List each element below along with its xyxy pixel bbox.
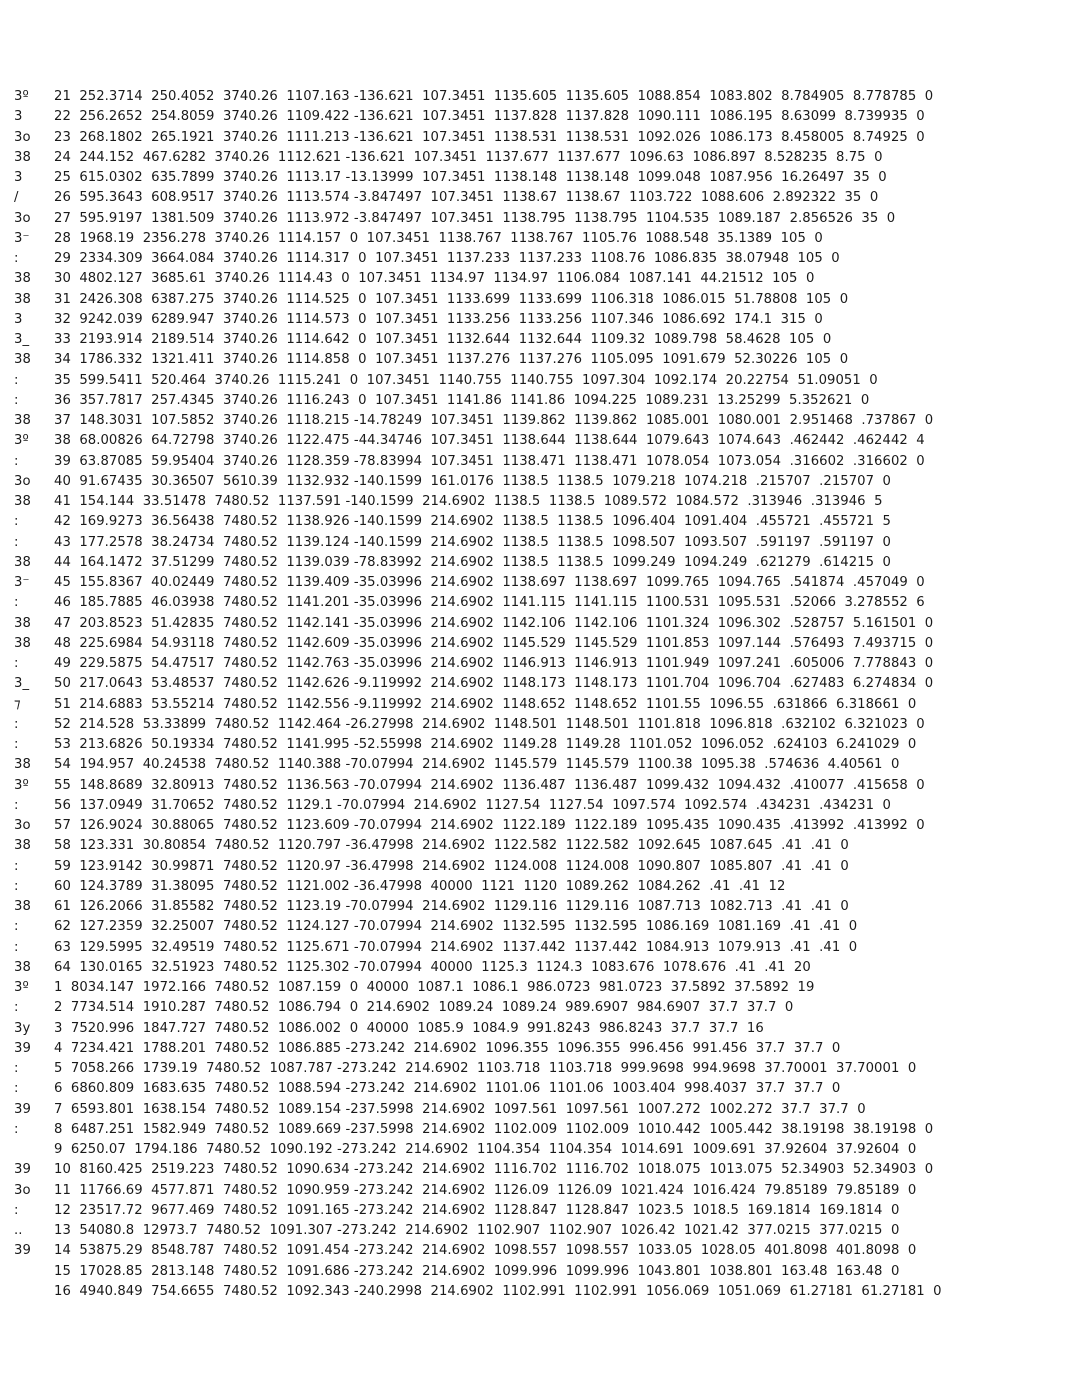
margin-mark: : [14, 939, 19, 955]
table-row [14, 1081, 840, 1097]
row-values: 26 595.3643 608.9517 3740.26 1113.574 -3.847497 107.3451 1138.67 1138.67 1103.722 1088.606 2.892322 35 0 [54, 190, 879, 206]
margin-mark: 38 [14, 615, 31, 631]
row-values: 36 357.7817 257.4345 3740.26 1116.243 0 107.3451 1141.86 1141.86 1094.225 1089.231 13.25299 5.352621 0 [54, 392, 870, 408]
table-row [14, 1122, 933, 1138]
margin-mark: 38 [14, 838, 31, 854]
table-row [14, 1000, 793, 1016]
table-row [14, 494, 883, 510]
margin-mark: : [14, 392, 19, 408]
margin-mark: 3 [14, 109, 23, 125]
row-values: 50 217.0643 53.48537 7480.52 1142.626 -9.119992 214.6902 1148.173 1148.173 1101.704 1096.704 .627483 6.274834 0 [54, 676, 934, 692]
margin-mark: : [14, 1202, 19, 1218]
margin-mark: : [14, 878, 19, 894]
margin-mark: : [14, 534, 19, 550]
margin-mark: 3º [14, 433, 29, 449]
row-values: 34 1786.332 1321.411 3740.26 1114.858 0 107.3451 1137.276 1137.276 1105.095 1091.679 52.30226 105 0 [54, 352, 849, 368]
margin-mark: 38 [14, 554, 31, 570]
row-values: 6 6860.809 1683.635 7480.52 1088.594 -273.242 214.6902 1101.06 1101.06 1003.404 998.4037 37.7 37.7 0 [54, 1081, 841, 1097]
table-row [14, 717, 925, 733]
row-values: 8 6487.251 1582.949 7480.52 1089.669 -237.5998 214.6902 1102.009 1102.009 1010.442 1005.442 38.19198 38.19198 0 [54, 1121, 934, 1137]
row-values: 38 68.00826 64.72798 3740.26 1122.475 -44.34746 107.3451 1138.644 1138.644 1079.643 1074.643 .462442 .462442 4 [54, 433, 925, 449]
table-row [14, 352, 848, 368]
row-values: 23 268.1802 265.1921 3740.26 1111.213 -136.621 107.3451 1138.531 1138.531 1092.026 1086.173 8.458005 8.74925 0 [54, 129, 925, 145]
table-row [14, 1203, 899, 1219]
margin-mark: 39 [14, 1040, 31, 1056]
margin-mark: : [14, 797, 19, 813]
margin-mark: 38 [14, 271, 31, 287]
margin-mark: 3º [14, 777, 29, 793]
table-row [14, 919, 857, 935]
margin-mark: : [14, 251, 19, 266]
margin-mark: : [14, 1081, 19, 1097]
table-row [14, 575, 925, 591]
table-row [14, 838, 849, 854]
row-values: 32 9242.039 6289.947 3740.26 1114.573 0 107.3451 1133.256 1133.256 1107.346 1086.692 174.1 315 0 [54, 311, 823, 327]
row-values: 15 17028.85 2813.148 7480.52 1091.686 -273.242 214.6902 1099.996 1099.996 1043.801 1038.801 163.48 163.48 0 [54, 1263, 900, 1279]
table-row [14, 89, 933, 105]
table-row [14, 332, 831, 348]
table-row [14, 1021, 764, 1037]
table-row [14, 899, 849, 915]
row-values: 11 11766.69 4577.871 7480.52 1090.959 -273.242 214.6902 1126.09 1126.09 1021.424 1016.424 79.85189 79.85189 0 [54, 1182, 917, 1198]
row-values: 31 2426.308 6387.275 3740.26 1114.525 0 107.3451 1133.699 1133.699 1106.318 1086.015 51.78808 105 0 [54, 291, 849, 307]
margin-mark: 3o [14, 1182, 31, 1198]
margin-mark: 3o [14, 473, 31, 489]
table-row [14, 413, 933, 429]
margin-mark: 39 [14, 1243, 31, 1259]
table-row [14, 190, 878, 206]
margin-mark: 39 [14, 1162, 31, 1178]
table-row [14, 940, 857, 956]
table-row [14, 1162, 933, 1178]
table-row [14, 1041, 840, 1057]
row-values: 2 7734.514 1910.287 7480.52 1086.794 0 214.6902 1089.24 1089.24 989.6907 984.6907 37.7 37.7 0 [54, 1000, 794, 1016]
table-row [14, 535, 891, 551]
table-row [14, 1183, 916, 1199]
row-values: 22 256.2652 254.8059 3740.26 1109.422 -136.621 107.3451 1137.828 1137.828 1090.111 1086.195 8.63099 8.739935 0 [54, 109, 925, 125]
table-row [14, 818, 925, 834]
margin-mark: : [14, 1000, 19, 1016]
row-values: 57 126.9024 30.88065 7480.52 1123.609 -70.07994 214.6902 1122.189 1122.189 1095.435 1090.435 .413992 .413992 0 [54, 818, 925, 833]
row-values: 62 127.2359 32.25007 7480.52 1124.127 -70.07994 214.6902 1132.595 1132.595 1086.169 1081.169 .41 .41 0 [54, 919, 858, 935]
row-values: 54 194.957 40.24538 7480.52 1140.388 -70.07994 214.6902 1145.579 1145.579 1100.38 1095.38 .574636 4.40561 0 [54, 757, 900, 773]
margin-mark: 38 [14, 757, 31, 773]
table-row [14, 231, 823, 247]
margin-mark: / [14, 190, 19, 206]
row-values: 3 7520.996 1847.727 7480.52 1086.002 0 40000 1085.9 1084.9 991.8243 986.8243 37.7 37.7 16 [54, 1020, 764, 1036]
table-row [14, 130, 925, 146]
row-values: 16 4940.849 754.6655 7480.52 1092.343 -240.2998 214.6902 1102.991 1102.991 1056.069 1051.069 61.27181 61.27181 0 [54, 1283, 942, 1299]
row-values: 58 123.331 30.80854 7480.52 1120.797 -36.47998 214.6902 1122.582 1122.582 1092.645 1087.645 .41 .41 0 [54, 838, 849, 854]
row-values: 35 599.5411 520.464 3740.26 1115.241 0 107.3451 1140.755 1140.755 1097.304 1092.174 20.22754 51.09051 0 [54, 372, 878, 388]
table-row [14, 636, 933, 652]
row-values: 46 185.7885 46.03938 7480.52 1141.201 -35.03996 214.6902 1141.115 1141.115 1100.531 1095.531 .52066 3.278552 6 [54, 595, 925, 611]
row-values: 28 1968.19 2356.278 3740.26 1114.157 0 107.3451 1138.767 1138.767 1105.76 1088.548 35.1389 105 0 [54, 230, 823, 246]
margin-mark: 38 [14, 352, 31, 368]
row-values: 33 2193.914 2189.514 3740.26 1114.642 0 107.3451 1132.644 1132.644 1109.32 1089.798 58.4628 105 0 [54, 332, 832, 347]
row-values: 39 63.87085 59.95404 3740.26 1128.359 -78.83994 107.3451 1138.471 1138.471 1078.054 1073.054 .316602 .316602 0 [54, 453, 925, 469]
row-values: 27 595.9197 1381.509 3740.26 1113.972 -3.847497 107.3451 1138.795 1138.795 1104.535 1089.187 2.856526 35 0 [54, 210, 896, 226]
margin-mark: 38 [14, 899, 31, 914]
margin-mark: : [14, 716, 19, 732]
margin-mark: 3º [14, 980, 29, 995]
margin-mark: .. [14, 1223, 23, 1238]
row-values: 45 155.8367 40.02449 7480.52 1139.409 -35.03996 214.6902 1138.697 1138.697 1099.765 1094.765 .541874 .457049 0 [54, 575, 925, 590]
margin-mark: 39 [14, 1101, 31, 1117]
margin-mark: : [14, 372, 19, 388]
row-values: 41 154.144 33.51478 7480.52 1137.591 -140.1599 214.6902 1138.5 1138.5 1089.572 1084.572 .313946 .313946 5 [54, 494, 883, 509]
table-row [14, 960, 811, 976]
margin-mark: 3_ [14, 332, 30, 347]
table-row [14, 737, 916, 753]
table-row [14, 514, 891, 530]
margin-mark: 38 [14, 291, 31, 307]
row-values: 12 23517.72 9677.469 7480.52 1091.165 -273.242 214.6902 1128.847 1128.847 1023.5 1018.5 169.1814 169.1814 0 [54, 1202, 900, 1218]
margin-mark: : [14, 595, 19, 611]
table-row [14, 109, 925, 125]
row-values: 30 4802.127 3685.61 3740.26 1114.43 0 107.3451 1134.97 1134.97 1106.084 1087.141 44.21512 105 0 [54, 271, 815, 287]
margin-mark: : [14, 858, 19, 874]
table-row [14, 757, 899, 773]
row-values: 13 54080.8 12973.7 7480.52 1091.307 -273.242 214.6902 1102.907 1102.907 1026.42 1021.42 377.0215 377.0215 0 [54, 1223, 900, 1238]
margin-mark: 3o [14, 129, 31, 145]
table-row [14, 211, 895, 227]
margin-mark: 3 [14, 311, 23, 327]
row-values: 7 6593.801 1638.154 7480.52 1089.154 -237.5998 214.6902 1097.561 1097.561 1007.272 1002.272 37.7 37.7 0 [54, 1101, 866, 1117]
table-row [14, 393, 869, 409]
margin-mark: 38 [14, 494, 31, 509]
row-values: 4 7234.421 1788.201 7480.52 1086.885 -273.242 214.6902 1096.355 1096.355 996.456 991.456 37.7 37.7 0 [54, 1040, 841, 1056]
table-row [14, 1223, 899, 1239]
table-row [14, 1264, 899, 1280]
row-values: 55 148.8689 32.80913 7480.52 1136.563 -70.07994 214.6902 1136.487 1136.487 1099.432 1094.432 .410077 .415658 0 [54, 777, 925, 793]
table-row [14, 433, 925, 449]
row-values: 56 137.0949 31.70652 7480.52 1129.1 -70.07994 214.6902 1127.54 1127.54 1097.574 1092.574 .434231 .434231 0 [54, 797, 891, 813]
row-values: 59 123.9142 30.99871 7480.52 1120.97 -36.47998 214.6902 1124.008 1124.008 1090.807 1085.807 .41 .41 0 [54, 858, 849, 874]
table-row [14, 595, 925, 611]
margin-mark: 38 [14, 413, 31, 428]
margin-mark: 3⁻ [14, 575, 30, 590]
row-values: 5 7058.266 1739.19 7480.52 1087.787 -273.242 214.6902 1103.718 1103.718 999.9698 994.9698 37.70001 37.70001 0 [54, 1061, 917, 1076]
margin-mark: 3⁻ [14, 230, 30, 246]
table-row [14, 454, 925, 470]
table-row [14, 474, 891, 490]
table-row [14, 879, 785, 895]
table-row [14, 1061, 916, 1077]
row-values: 9 6250.07 1794.186 7480.52 1090.192 -273.242 214.6902 1104.354 1104.354 1014.691 1009.691 37.92604 37.92604 0 [54, 1142, 917, 1157]
margin-mark: 3 [14, 170, 23, 185]
table-row [14, 616, 933, 632]
table-row [14, 980, 814, 996]
row-values: 49 229.5875 54.47517 7480.52 1142.763 -35.03996 214.6902 1146.913 1146.913 1101.949 1097.241 .605006 7.778843 0 [54, 656, 934, 671]
margin-mark: 38 [14, 149, 31, 165]
table-row [14, 676, 933, 692]
table-row [14, 778, 925, 794]
margin-mark: 38 [14, 959, 31, 975]
table-row [14, 1142, 916, 1158]
row-values: 43 177.2578 38.24734 7480.52 1139.124 -140.1599 214.6902 1138.5 1138.5 1098.507 1093.507 .591197 .591197 0 [54, 534, 891, 550]
row-values: 51 214.6883 53.55214 7480.52 1142.556 -9.119992 214.6902 1148.652 1148.652 1101.55 1096.55 .631866 6.318661 0 [54, 696, 917, 712]
table-row [14, 170, 887, 186]
margin-mark: : [14, 514, 19, 530]
table-row [14, 373, 878, 389]
row-values: 40 91.67435 30.36507 5610.39 1132.932 -140.1599 161.0176 1138.5 1138.5 1079.218 1074.218 .215707 .215707 0 [54, 473, 891, 489]
row-values: 53 213.6826 50.19334 7480.52 1141.995 -52.55998 214.6902 1149.28 1149.28 1101.052 1096.052 .624103 6.241029 0 [54, 737, 917, 752]
table-row [14, 1243, 916, 1259]
margin-mark: 3o [14, 818, 31, 833]
row-values: 44 164.1472 37.51299 7480.52 1139.039 -78.83992 214.6902 1138.5 1138.5 1099.249 1094.249 .621279 .614215 0 [54, 554, 891, 570]
table-row [14, 271, 814, 287]
margin-mark: : [14, 1061, 19, 1076]
row-values: 42 169.9273 36.56438 7480.52 1138.926 -140.1599 214.6902 1138.5 1138.5 1096.404 1091.404 .455721 .455721 5 [54, 514, 891, 530]
margin-mark: 3y [14, 1020, 31, 1036]
margin-mark: 3_ [14, 676, 30, 692]
margin-mark: ⁊ [14, 696, 21, 712]
row-values: 60 124.3789 31.38095 7480.52 1121.002 -36.47998 40000 1121 1120 1089.262 1084.262 .41 .41 12 [54, 878, 786, 894]
table-row [14, 312, 823, 328]
row-values: 61 126.2066 31.85582 7480.52 1123.19 -70.07994 214.6902 1129.116 1129.116 1087.713 1082.713 .41 .41 0 [54, 899, 849, 914]
row-values: 10 8160.425 2519.223 7480.52 1090.634 -273.242 214.6902 1116.702 1116.702 1018.075 1013.075 52.34903 52.34903 0 [54, 1162, 934, 1178]
row-values: 48 225.6984 54.93118 7480.52 1142.609 -35.03996 214.6902 1145.529 1145.529 1101.853 1097.144 .576493 7.493715 0 [54, 635, 934, 651]
margin-mark: 3º [14, 89, 29, 104]
margin-mark: : [14, 919, 19, 935]
table-row [14, 292, 848, 308]
table-row [14, 697, 916, 713]
row-values: 63 129.5995 32.49519 7480.52 1125.671 -70.07994 214.6902 1137.442 1137.442 1084.913 1079.913 .41 .41 0 [54, 939, 858, 955]
margin-mark: : [14, 1121, 19, 1137]
table-row [14, 1102, 866, 1118]
row-values: 52 214.528 53.33899 7480.52 1142.464 -26.27998 214.6902 1148.501 1148.501 1101.818 1096.818 .632102 6.321023 0 [54, 716, 925, 732]
row-values: 25 615.0302 635.7899 3740.26 1113.17 -13.13999 107.3451 1138.148 1138.148 1099.048 1087.956 16.26497 35 0 [54, 170, 887, 185]
table-row [14, 656, 933, 672]
margin-mark: : [14, 737, 19, 752]
table-row [14, 859, 849, 875]
table-row [14, 251, 840, 267]
row-values: 1 8034.147 1972.166 7480.52 1087.159 0 40000 1087.1 1086.1 986.0723 981.0723 37.5892 37.5892 19 [54, 980, 815, 995]
row-values: 37 148.3031 107.5852 3740.26 1118.215 -14.78249 107.3451 1139.862 1139.862 1085.001 1080.001 2.951468 .737867 0 [54, 413, 934, 428]
row-values: 24 244.152 467.6282 3740.26 1112.621 -136.621 107.3451 1137.677 1137.677 1096.63 1086.897 8.528235 8.75 0 [54, 149, 883, 165]
margin-mark: 38 [14, 635, 31, 651]
row-values: 21 252.3714 250.4052 3740.26 1107.163 -136.621 107.3451 1135.605 1135.605 1088.854 1083.802 8.784905 8.778785 0 [54, 89, 934, 104]
table-row [14, 555, 891, 571]
margin-mark: : [14, 453, 19, 469]
table-row [14, 1284, 942, 1300]
row-values: 14 53875.29 8548.787 7480.52 1091.454 -273.242 214.6902 1098.557 1098.557 1033.05 1028.05 401.8098 401.8098 0 [54, 1243, 917, 1259]
row-values: 64 130.0165 32.51923 7480.52 1125.302 -70.07994 40000 1125.3 1124.3 1083.676 1078.676 .41 .41 20 [54, 959, 811, 975]
row-values: 29 2334.309 3664.084 3740.26 1114.317 0 107.3451 1137.233 1137.233 1108.76 1086.835 38.07948 105 0 [54, 251, 840, 266]
table-row [14, 150, 883, 166]
margin-mark: : [14, 656, 19, 671]
table-row [14, 798, 891, 814]
margin-mark: 3o [14, 210, 31, 226]
row-values: 47 203.8523 51.42835 7480.52 1142.141 -35.03996 214.6902 1142.106 1142.106 1101.324 1096.302 .528757 5.161501 0 [54, 615, 934, 631]
